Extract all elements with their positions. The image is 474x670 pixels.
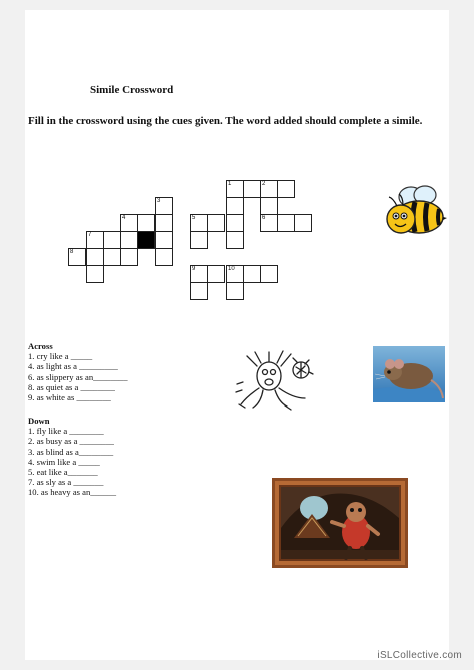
down-heading: Down — [28, 416, 50, 426]
clue-number: 4 — [122, 215, 126, 221]
startled-cartoon-icon — [233, 348, 325, 412]
instructions: Fill in the crossword using the cues given. The word added should complete a simile. — [28, 115, 423, 127]
down-clue: 5. eat like a_______ — [28, 467, 98, 478]
clue-number: 6 — [262, 215, 266, 221]
across-clue: 1. cry like a _____ — [28, 351, 93, 362]
across-clue: 9. as white as ________ — [28, 392, 111, 403]
down-clue: 1. fly like a ________ — [28, 426, 104, 437]
down-clue: 7. as sly as a _______ — [28, 477, 104, 488]
bee-icon — [385, 183, 447, 241]
across-clue: 6. as slippery as an________ — [28, 371, 128, 382]
across-clue: 8. as quiet as a ________ — [28, 381, 115, 392]
down-clue: 2. as busy as a ________ — [28, 436, 114, 447]
clue-number: 7 — [88, 232, 92, 238]
watermark: iSLCollective.com — [377, 650, 462, 661]
clue-number: 3 — [157, 198, 161, 204]
down-clues — [28, 416, 116, 498]
down-clue: 10. as heavy as an______ — [28, 487, 117, 498]
clue-number: 1 — [228, 181, 232, 187]
across-heading: Across — [28, 341, 53, 351]
clue-number: 8 — [70, 249, 74, 255]
across-clues — [28, 341, 128, 402]
down-clue: 3. as blind as a________ — [28, 446, 114, 457]
clue-number: 2 — [262, 181, 266, 187]
mouse-photo — [373, 346, 445, 402]
clue-number: 5 — [192, 215, 196, 221]
cartoon-character-picture — [272, 478, 408, 568]
clue-number: 9 — [192, 266, 196, 272]
clue-number: 10 — [228, 266, 235, 272]
down-clue: 4. swim like a _____ — [28, 456, 100, 467]
across-clue: 4. as light as a _________ — [28, 361, 118, 372]
page-title: Simile Crossword — [90, 84, 174, 96]
